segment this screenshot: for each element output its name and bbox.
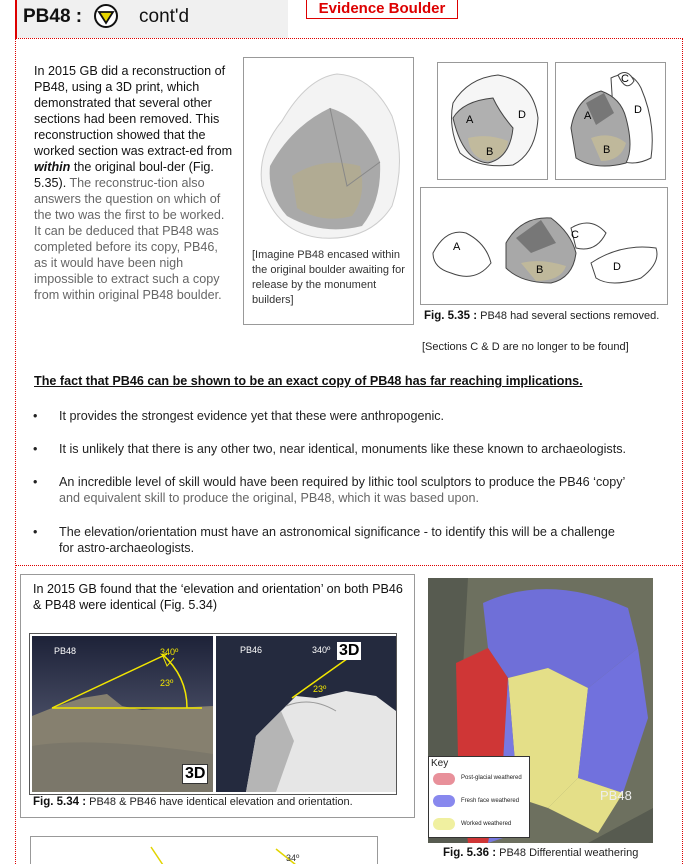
reconstruction-text-1: In 2015 GB did a reconstruction of PB48, using a 3D print, which demonstrated that several other sections had been removed. This reconstruction showed that the worked section was extract-ed from (34, 64, 233, 158)
fig-5-35-label: Fig. 5.35 : (424, 310, 478, 322)
key-label: Fresh face weathered (461, 798, 520, 804)
left-border (15, 38, 16, 864)
reconstruction-emphasis: within (34, 160, 71, 174)
bullet-text-cont: for astro-archaeologists. (59, 541, 195, 555)
right-border (682, 38, 683, 864)
azimuth-label-right: 340º (312, 645, 331, 655)
elevation-angle-label: 23º (160, 678, 174, 688)
key-swatch-post-glacial (433, 773, 455, 785)
svg-text:B: B (603, 144, 611, 156)
section-label-d: D (518, 109, 526, 121)
middle-divider (15, 565, 683, 566)
svg-text:C: C (621, 73, 629, 85)
fig-5-36-label: Fig. 5.36 : (443, 847, 497, 859)
boulder-image-caption: [Imagine PB48 encased within the original boulder awaiting for release by the monument builders] (252, 249, 405, 306)
svg-text:C: C (571, 229, 579, 241)
bullet-text: It is unlikely that there is any other two, near identical, monuments like these known to archaeologists. (59, 442, 627, 456)
bullet-text-cont: and equivalent skill to produce the original, PB48, which it was based upon. (59, 491, 480, 505)
bullet-text: It provides the strongest evidence yet that these were anthropogenic. (59, 409, 445, 423)
page-subtitle: cont'd (139, 6, 190, 27)
pb48-label: PB48 (54, 646, 77, 656)
bottom-partial-figure (30, 836, 378, 864)
svg-text:D: D (634, 104, 642, 116)
bullet-dot: • (33, 442, 38, 456)
bullet-dot: • (33, 525, 38, 539)
fig-5-35-note: [Sections C & D are no longer to be found] (422, 341, 629, 353)
pb48-image-label: PB48 (600, 788, 632, 803)
key-label: Post-glacial weathered (461, 775, 522, 781)
section-label-a: A (466, 114, 474, 126)
key-swatch-worked (433, 818, 455, 830)
reconstruction-paragraph (34, 63, 234, 303)
bullet-text: The elevation/orientation must have an astronomical significance - to identify this will be a challenge (59, 525, 615, 539)
key-label: Worked weathered (461, 821, 512, 827)
fig-5-35-view-3 (420, 187, 668, 305)
elevation-angle-label-right: 23º (313, 684, 327, 694)
boulder-image-panel (243, 57, 414, 325)
fig-5-35-caption (424, 309, 669, 324)
fig-5-36-text: PB48 Differential weathering (496, 847, 639, 859)
partial-angle-label: 34º (286, 853, 300, 863)
fig-5-35-text: PB48 had several sections removed. (477, 310, 660, 322)
page-title: PB48 : (23, 6, 83, 27)
bullet-dot: • (33, 475, 38, 489)
3d-badge-right: 3D (339, 642, 360, 659)
section-label-b: B (486, 146, 494, 158)
key-swatch-fresh-face (433, 795, 455, 807)
reconstruction-text-2: the original boul-der (Fig. 5.35). (34, 160, 214, 190)
fig-5-35-view-1 (437, 62, 548, 180)
svg-text:A: A (453, 241, 461, 253)
top-divider (15, 38, 683, 39)
triangle-in-circle-icon (93, 3, 119, 29)
svg-text:D: D (613, 261, 621, 273)
fig-5-34-text: PB48 & PB46 have identical elevation and orientation. (86, 796, 353, 808)
reconstruction-text-panel (24, 50, 237, 340)
fig-5-34-frame (29, 633, 397, 795)
elevation-text: In 2015 GB found that the ‘elevation and orientation’ on both PB46 & PB48 were identical (Fig. 5.34) (33, 582, 403, 612)
fig-5-36-caption (443, 847, 683, 859)
fig-5-34-label: Fig. 5.34 : (33, 796, 87, 808)
fig-5-34-caption (33, 796, 413, 808)
elevation-panel (20, 574, 415, 818)
pb46-label: PB46 (240, 645, 263, 655)
pb46-elevation-render (216, 636, 396, 792)
fig-5-35-view-2 (555, 62, 666, 180)
3d-badge: 3D (182, 764, 208, 784)
svg-text:B: B (536, 264, 544, 276)
boulder-render (252, 66, 407, 246)
implications-heading: The fact that PB46 can be shown to be an exact copy of PB48 has far reaching implications. (34, 374, 583, 388)
svg-text:A: A (584, 110, 592, 122)
reconstruction-text-grey: The reconstruc-tion also answers the question on which of the two was the first to be worked. It can be deduced that PB48 was completed before its copy, PB46, as it would have been nigh impossible to extract such a copy from within original PB48 boulder. (34, 176, 225, 302)
weathering-key (428, 756, 530, 838)
azimuth-label: 340º (160, 647, 179, 657)
key-title: Key (431, 758, 449, 769)
section-label: Evidence Boulder (306, 0, 458, 19)
bullet-dot: • (33, 409, 38, 423)
bullet-text: An incredible level of skill would have been required by lithic tool sculptors to produce the PB46 ‘copy’ (59, 475, 626, 489)
